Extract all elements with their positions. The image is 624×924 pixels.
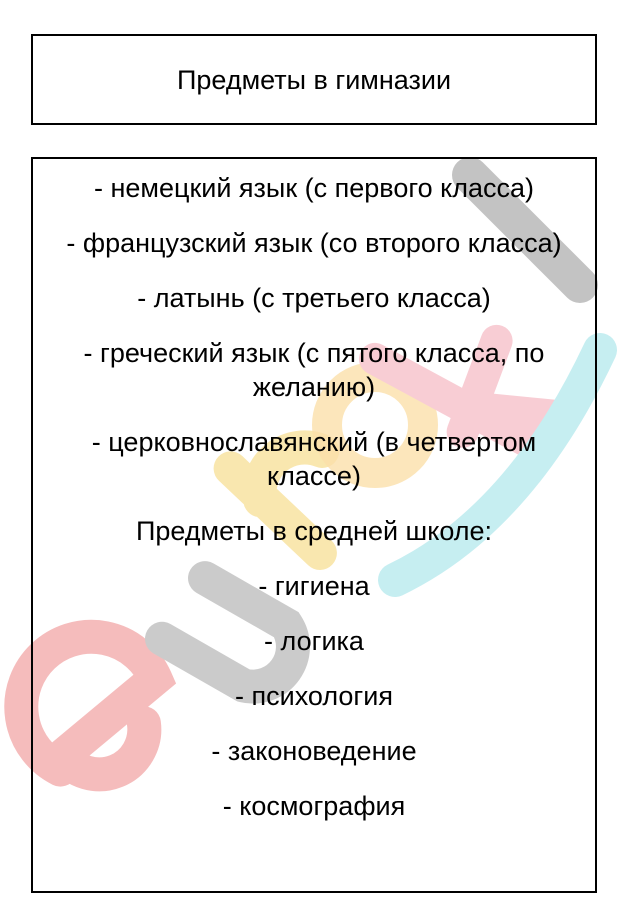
title-text: Предметы в гимназии	[176, 64, 452, 95]
list-item: - латынь (с третьего класса)	[137, 283, 491, 313]
title-box	[31, 34, 597, 125]
list-item: - законоведение	[211, 736, 417, 766]
list-item: - космография	[222, 791, 406, 821]
list-item: - гигиена	[258, 571, 370, 601]
list-item: - логика	[264, 626, 364, 656]
list-item: - греческий язык (с пятого класса, по желанию)	[83, 338, 545, 402]
list-item: - французский язык (со второго класса)	[66, 228, 562, 258]
subjects-list-box	[31, 157, 597, 893]
list-item: - немецкий язык (с первого класса)	[93, 173, 535, 203]
list-item: - психология	[235, 681, 393, 711]
secondary-school-heading: Предметы в средней школе:	[135, 516, 493, 546]
list-item: - церковнославянский (в четвертом классе)	[91, 427, 537, 491]
